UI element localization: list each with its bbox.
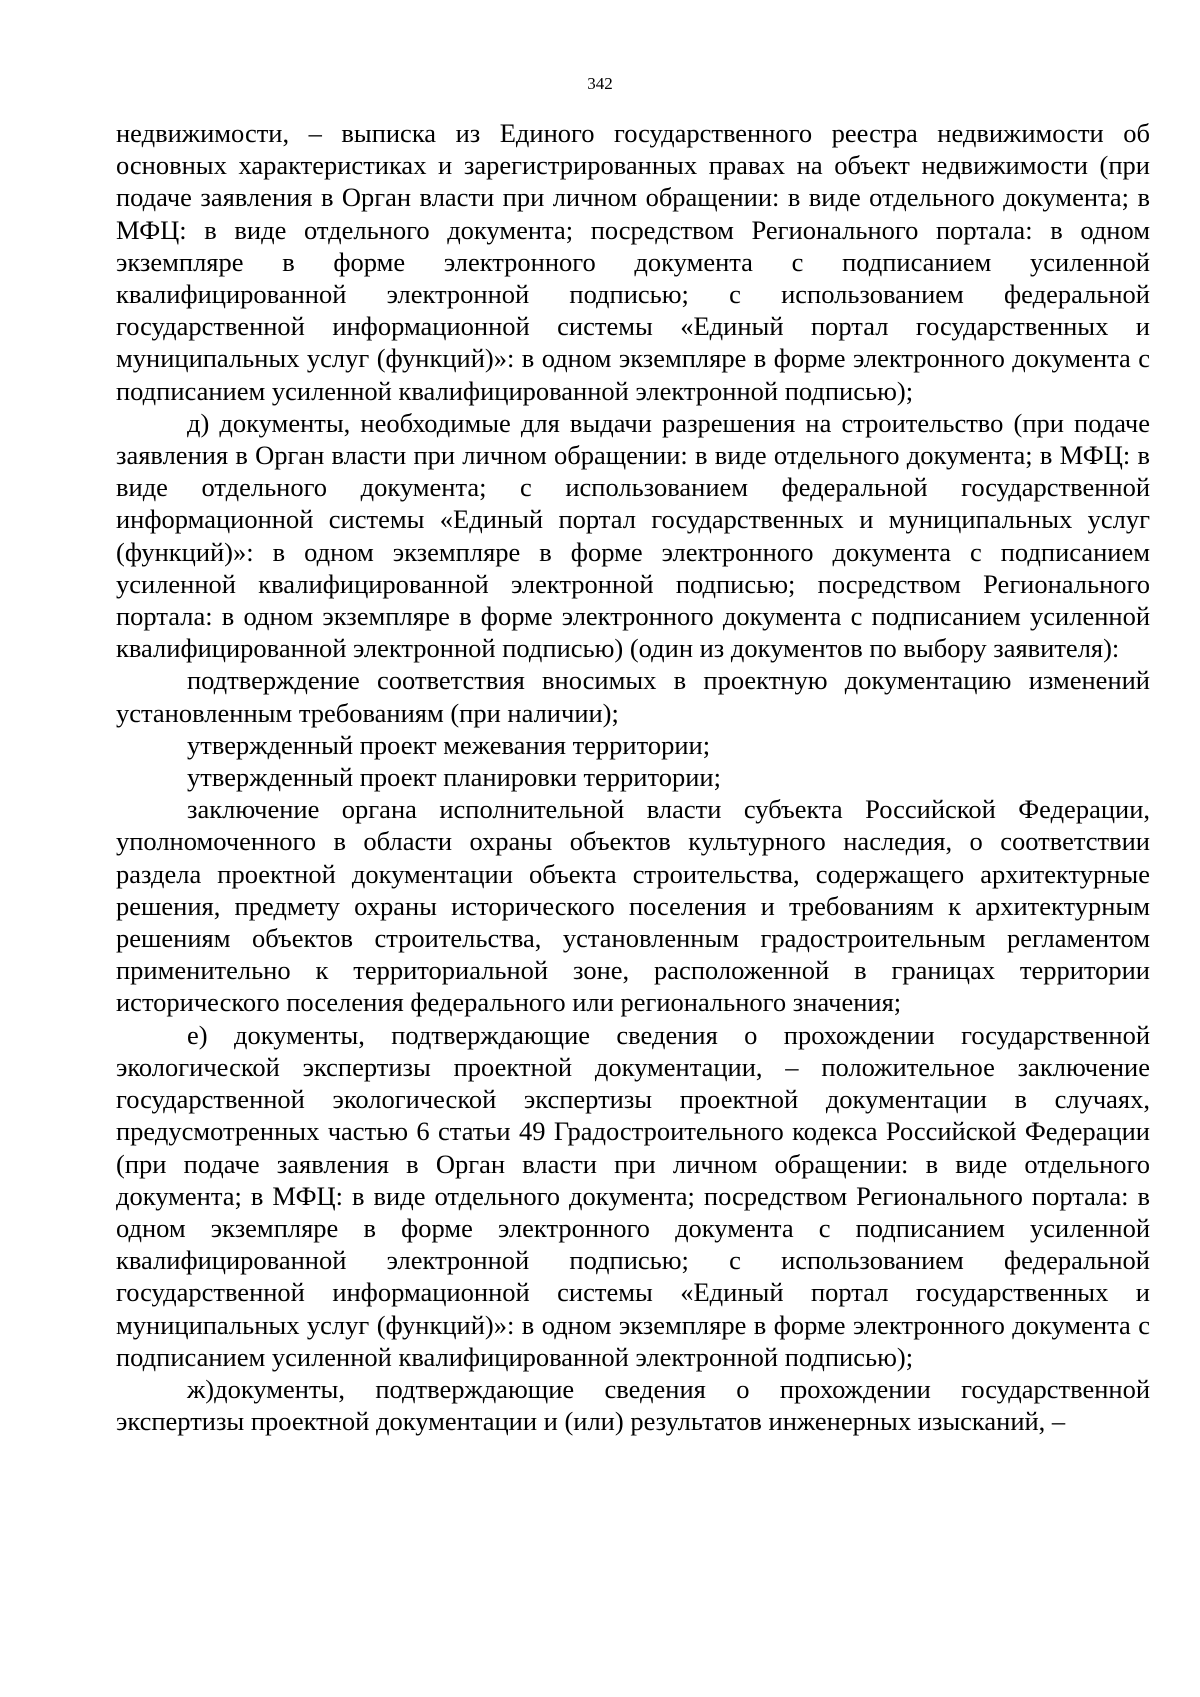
paragraph-planning-project: утвержденный проект планировки территории;	[187, 762, 721, 793]
paragraph-surveying-project: утвержденный проект межевания территории;	[187, 729, 711, 760]
paragraph-confirmation: подтверждение соответствия вносимых в проектную документацию изменений установленным требованиям (при наличии);	[116, 665, 1150, 728]
paragraph-item-d: д) документы, необходимые для выдачи разрешения на строительство (при подаче заявления в Орган власти при личном обращении: в виде отдельного документа; в МФЦ: в виде отдельного документа; с использованием федеральной государственной информационной системы «Единый портал государственных и муниципальных услуг (функций)»: в одном экземпляре в форме электронного документа с подписанием усиленной квалифицированной электронной подписью; посредством Регионального портала: в одном экземпляре в форме электронного документа с подписанием усиленной квалифицированной электронной подписью) (один из документов по выбору заявителя):	[116, 407, 1150, 664]
paragraph-property-extract: недвижимости, – выписка из Единого государственного реестра недвижимости об основных характеристиках и зарегистрированных правах на объект недвижимости (при подаче заявления в Орган власти при личном обращении: в виде отдельного документа; в МФЦ: в виде отдельного документа; посредством Регионального портала: в одном экземпляре в форме электронного документа с подписанием усиленной квалифицированной электронной подписью; с использованием федеральной государственной информационной системы «Единый портал государственных и муниципальных услуг (функций)»: в одном экземпляре в форме электронного документа с подписанием усиленной квалифицированной электронной подписью);	[116, 118, 1150, 406]
paragraph-heritage-conclusion: заключение органа исполнительной власти субъекта Российской Федерации, уполномоченного в области охраны объектов культурного наследия, о соответствии раздела проектной документации объекта строительства, содержащего архитектурные решения, предмету охраны исторического поселения и требованиям к архитектурным решениям объектов строительства, установленным градостроительным регламентом применительно к территориальной зоне, расположенной в границах территории исторического поселения федерального или регионального значения;	[116, 794, 1150, 1018]
paragraph-item-e: е) документы, подтверждающие сведения о прохождении государственной экологической экспертизы проектной документации, – положительное заключение государственной экологической экспертизы проектной документации в случаях, предусмотренных частью 6 статьи 49 Градостроительного кодекса Российской Федерации (при подаче заявления в Орган власти при личном обращении: в виде отдельного документа; в МФЦ: в виде отдельного документа; посредством Регионального портала: в одном экземпляре в форме электронного документа с подписанием усиленной квалифицированной электронной подписью; с использованием федеральной государственной информационной системы «Единый портал государственных и муниципальных услуг (функций)»: в одном экземпляре в форме электронного документа с подписанием усиленной квалифицированной электронной подписью);	[116, 1019, 1150, 1372]
document-body	[116, 117, 1150, 1437]
page-number: 342	[587, 74, 613, 93]
paragraph-item-zh: ж)документы, подтверждающие сведения о прохождении государственной экспертизы проектной документации и (или) результатов инженерных изысканий, –	[116, 1373, 1150, 1437]
